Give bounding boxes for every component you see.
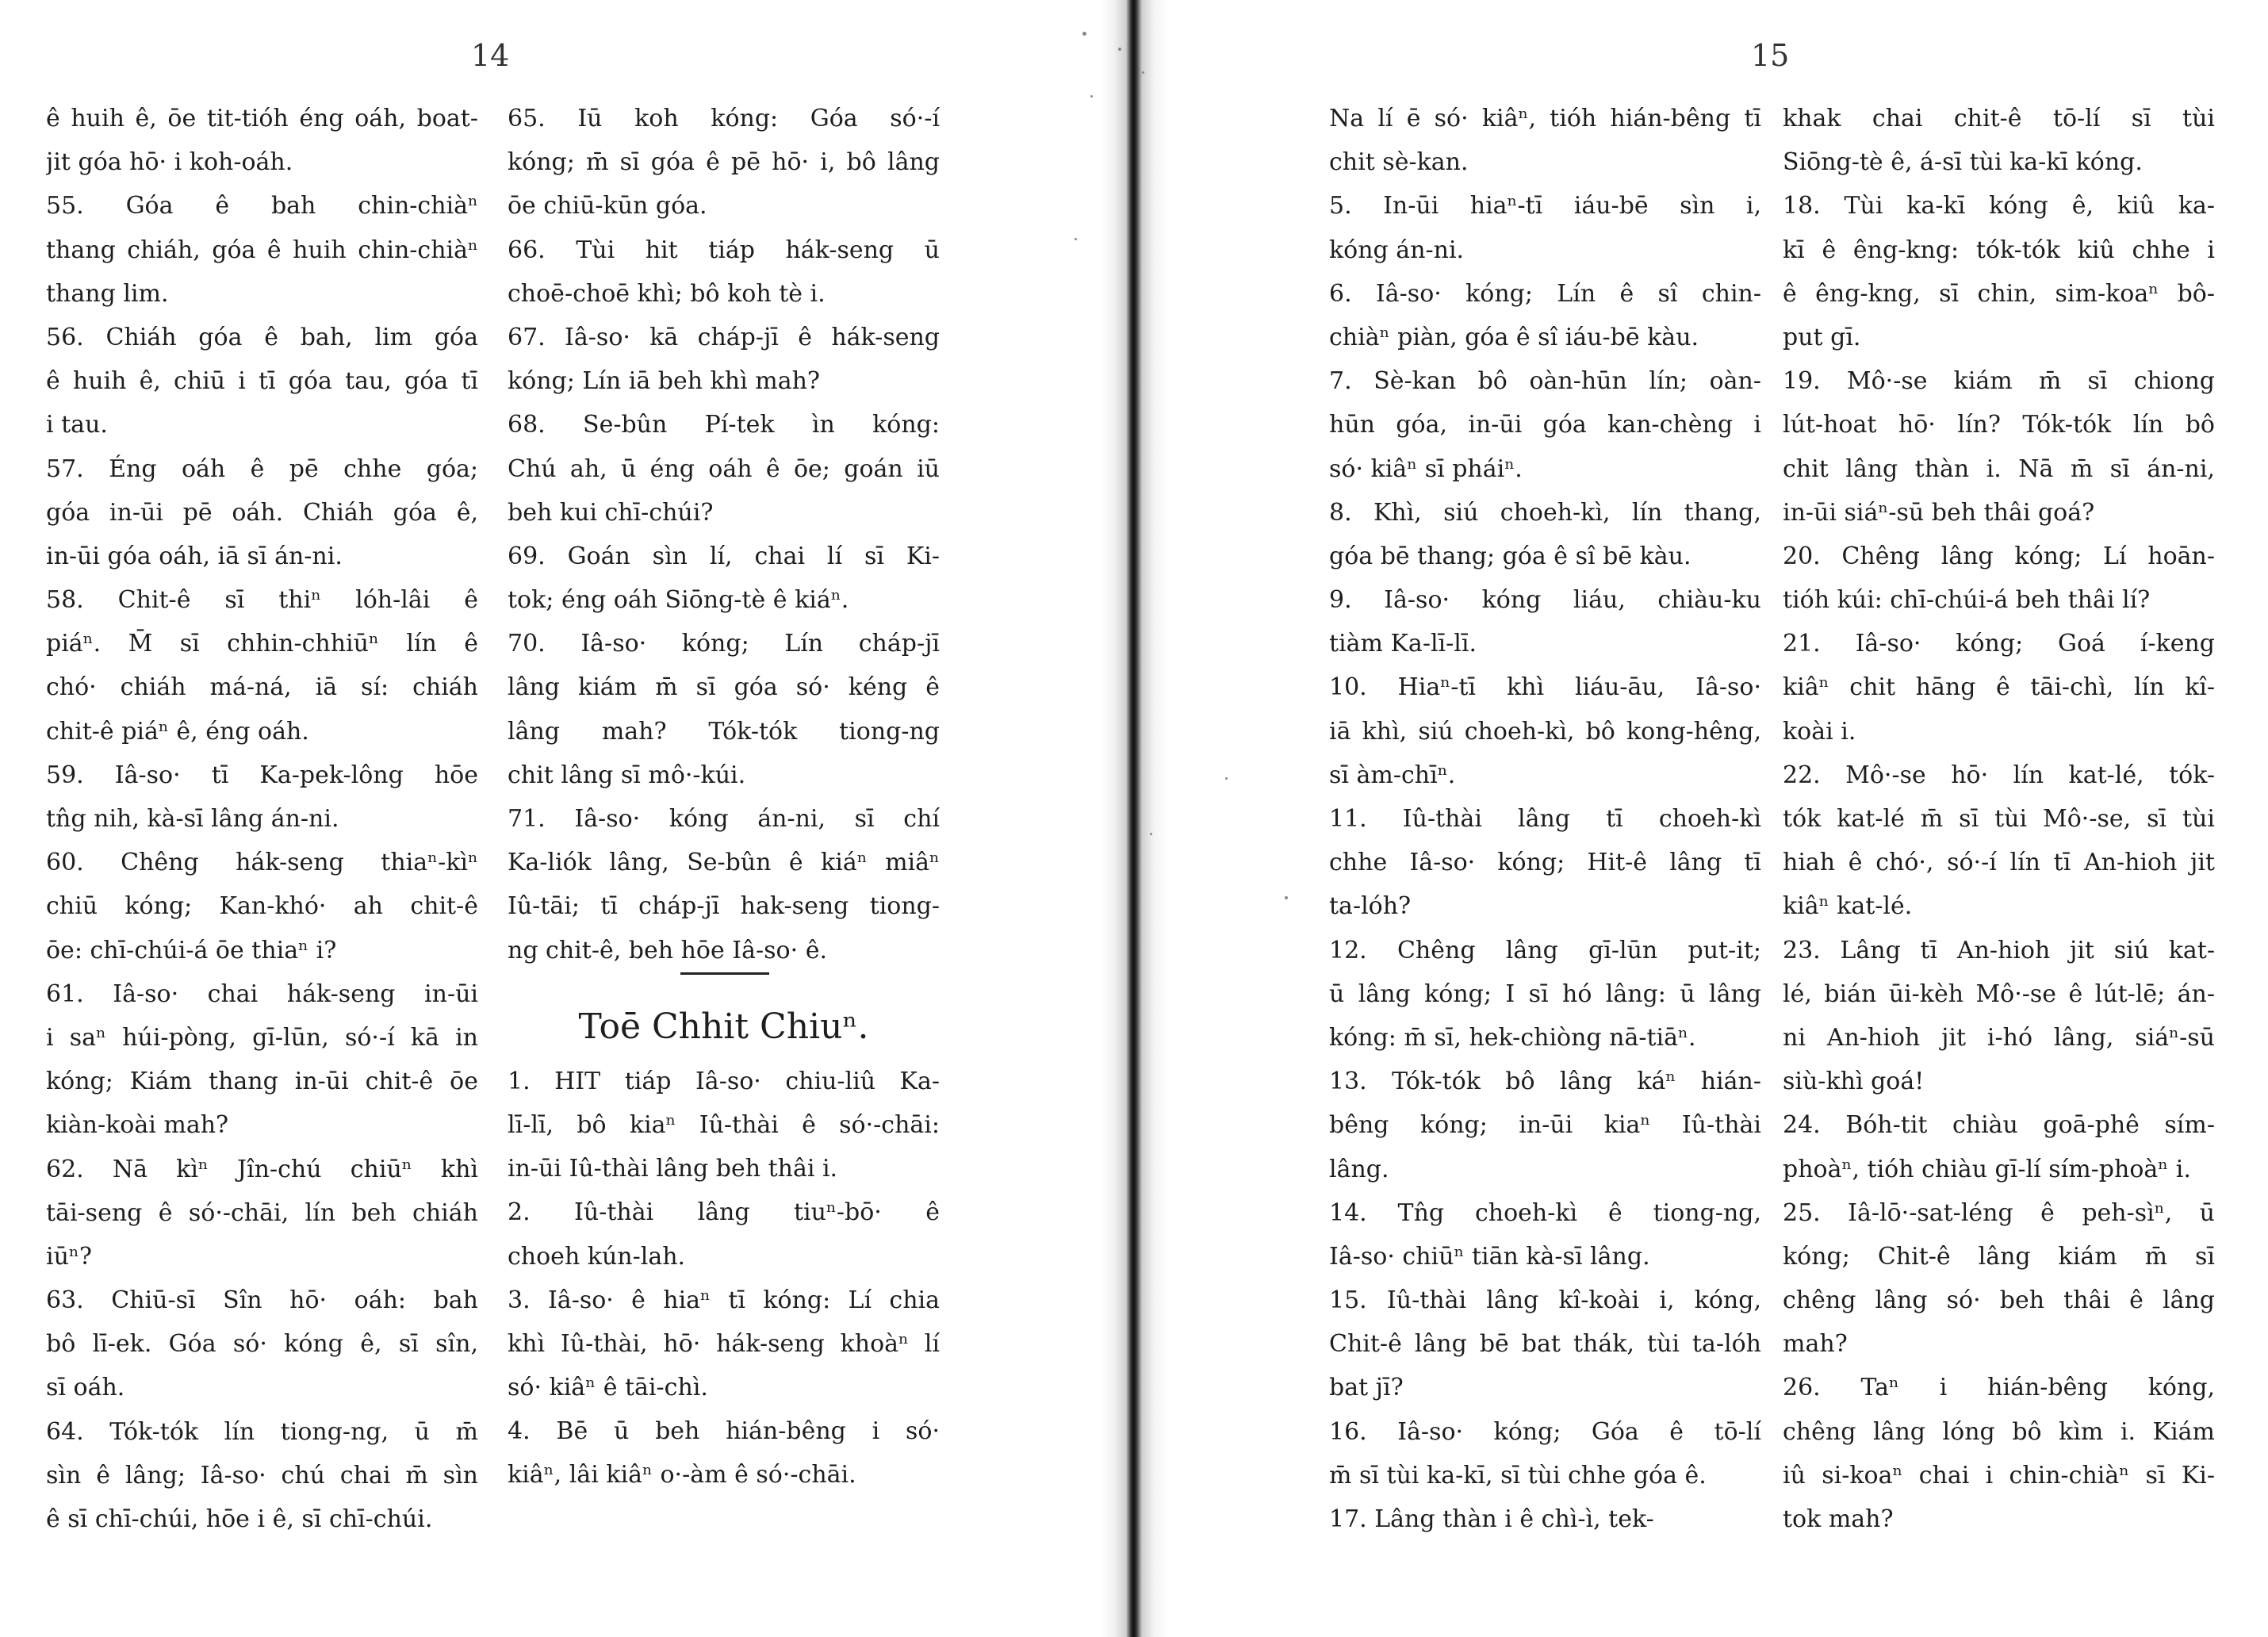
column-b-chapter-line: 1. HIT tiáp Iâ-so· chiu-liû Ka- — [508, 1067, 940, 1095]
column-d-line: tók kat-lé m̄ sī tùi Mô·-se, sī tùi — [1783, 805, 2215, 833]
scan-speck — [1150, 833, 1152, 835]
page-number-right: 15 — [1751, 38, 1790, 73]
column-c-line: só· kiâⁿ sī pháiⁿ. — [1329, 454, 1523, 483]
column-c-line: chiàⁿ piàn, góa ê sî iáu-bē kàu. — [1329, 323, 1699, 351]
column-a-line: kóng; Kiám thang in-ūi chit-ê ōe — [46, 1068, 478, 1096]
column-d-line: khak chai chit-ê tō-lí sī tùi — [1783, 105, 2215, 132]
column-d-line: lút-hoat hō· lín? Tók-tók lín bô — [1783, 411, 2215, 439]
chapter-heading-text: Toē Chhit Chiuⁿ. — [578, 1006, 869, 1047]
column-b-line: lâng kiám m̄ sī góa só· kéng ê — [508, 673, 940, 702]
column-a-line: ê huih ê, ōe tit-tióh éng oáh, boat- — [46, 105, 478, 132]
column-a-line: 59. Iâ-so· tī Ka-pek-lông hōe — [46, 761, 478, 789]
column-d-line: 25. Iâ-lō·-sat-léng ê peh-sìⁿ, ū — [1783, 1198, 2215, 1227]
column-b-line: Ka-liók lâng, Se-bûn ê kiáⁿ miâⁿ — [508, 849, 940, 877]
column-d-line: kiâⁿ chit hāng ê tāi-chì, lín kî- — [1783, 673, 2215, 702]
column-c-line: 5. In-ūi hiaⁿ-tī iáu-bē sìn i, — [1329, 192, 1761, 220]
column-a-line: góa in-ūi pē oáh. Chiáh góa ê, — [46, 498, 478, 527]
column-c-line: 9. Iâ-so· kóng liáu, chiàu-ku — [1329, 586, 1761, 615]
right-page — [1158, 0, 2268, 1637]
column-d-line: hiah ê chó·, só·-í lín tī An-hioh jit — [1783, 849, 2215, 877]
column-c-line: kóng án-ni. — [1329, 236, 1465, 264]
chapter-heading — [508, 972, 940, 1060]
column-a-line: 56. Chiáh góa ê bah, lim góa — [46, 323, 478, 351]
column-a-line: 62. Nā kìⁿ Jîn-chú chiūⁿ khì — [46, 1155, 478, 1183]
column-a-line: kiàn-koài mah? — [46, 1111, 229, 1140]
column-c-line: lâng. — [1329, 1155, 1389, 1183]
column-a-line: thang lim. — [46, 279, 169, 308]
column-d-line: chit lâng thàn i. Nā m̄ sī án-ni, — [1783, 454, 2215, 483]
column-b-chapter-line: kiâⁿ, lâi kiâⁿ o·-àm ê só·-chāi. — [508, 1461, 856, 1489]
column-c-line: ū lâng kóng; I sī hó lâng: ū lâng — [1329, 980, 1761, 1008]
column-a-line: ê huih ê, chiū i tī góa tau, góa tī — [46, 367, 478, 396]
column-b-line: 67. Iâ-so· kā cháp-jī ê hák-seng — [508, 323, 940, 351]
column-d-line: 18. Tùi ka-kī kóng ê, kiû ka- — [1783, 192, 2215, 220]
column-b-line: 66. Tùi hit tiáp hák-seng ū — [508, 236, 940, 264]
column-b-chapter-line: 4. Bē ū beh hián-bêng i só· — [508, 1417, 940, 1446]
column-d-line: 21. Iâ-so· kóng; Goá í-keng — [1783, 630, 2215, 658]
column-d-line: in-ūi siáⁿ-sū beh thâi goá? — [1783, 498, 2095, 527]
column-d-line: iû si-koaⁿ chai i chin-chiàⁿ sī Ki- — [1783, 1461, 2215, 1489]
column-d-line: 26. Taⁿ i hián-bêng kóng, — [1783, 1374, 2215, 1402]
column-d-line: 22. Mô·-se hō· lín kat-lé, tók- — [1783, 761, 2215, 789]
column-d-line: tióh kúi: chī-chúi-á beh thâi lí? — [1783, 586, 2151, 615]
column-b-chapter-line: só· kiâⁿ ê tāi-chì. — [508, 1374, 708, 1402]
column-a-line: piáⁿ. M̄ sī chhin-chhiūⁿ lín ê — [46, 630, 478, 658]
column-d-line: ê êng-kng, sī chin, sim-koaⁿ bô- — [1783, 279, 2215, 308]
column-b-line: lâng mah? Tók-tók tiong-ng — [508, 717, 940, 746]
column-c-line: Na lí ē só· kiâⁿ, tióh hián-bêng tī — [1329, 105, 1761, 132]
column-a-line: chiū kóng; Kan-khó· ah chit-ê — [46, 892, 478, 921]
column-d-line: chêng lâng só· beh thâi ê lâng — [1783, 1286, 2215, 1315]
column-d-line: chêng lâng lóng bô kìm i. Kiám — [1783, 1417, 2215, 1446]
scan-speck — [1225, 777, 1228, 780]
page-number-left: 14 — [471, 38, 510, 73]
scan-speck — [1082, 32, 1086, 36]
column-b-line: 69. Goán sìn lí, chai lí sī Ki- — [508, 542, 940, 570]
column-c-line: Iâ-so· chiūⁿ tiān kà-sī lâng. — [1329, 1242, 1650, 1271]
column-b-line: ōe chiū-kūn góa. — [508, 192, 707, 220]
column-c-line: 10. Hiaⁿ-tī khì liáu-āu, Iâ-so· — [1329, 673, 1761, 702]
column-a-line: 61. Iâ-so· chai hák-seng in-ūi — [46, 980, 478, 1008]
column-d-line: kiâⁿ kat-lé. — [1783, 892, 1913, 921]
column-a-line: tāi-seng ê só·-chāi, lín beh chiáh — [46, 1198, 478, 1227]
scan-speck — [1118, 48, 1121, 51]
column-d-line: ni An-hioh jit i-hó lâng, siáⁿ-sū — [1783, 1023, 2215, 1052]
column-d-line: mah? — [1783, 1330, 1848, 1359]
column-d-line: phoàⁿ, tióh chiàu gī-lí sím-phoàⁿ i. — [1783, 1155, 2191, 1183]
column-b-line: Chú ah, ū éng oáh ê ōe; goán iū — [508, 454, 940, 483]
column-d-line: kī ê êng-kng: tók-tók kiû chhe i — [1783, 236, 2215, 264]
column-b-line: beh kui chī-chúi? — [508, 498, 714, 527]
column-c-line: 17. Lâng thàn i ê chì-ì, tek- — [1329, 1505, 1654, 1533]
column-b-line: 65. Iū koh kóng: Góa só·-í — [508, 105, 940, 132]
column-c-line: sī àm-chīⁿ. — [1329, 761, 1456, 789]
column-c-line: tiàm Ka-lī-lī. — [1329, 630, 1477, 658]
column-b-chapter-line: khì Iû-thài, hō· hák-seng khoàⁿ lí — [508, 1329, 940, 1358]
column-a-line: 55. Góa ê bah chin-chiàⁿ — [46, 192, 478, 220]
column-a-line: ōe: chī-chúi-á ōe thiaⁿ i? — [46, 936, 337, 964]
scan-speck — [1090, 95, 1093, 98]
column-a-line: 64. Tók-tók lín tiong-ng, ū m̄ — [46, 1417, 478, 1446]
column-a-line: sìn ê lâng; Iâ-so· chú chai m̄ sìn — [46, 1461, 478, 1489]
column-d-line: lé, bián ūi-kèh Mô·-se ê lút-lē; án- — [1783, 980, 2215, 1008]
column-b-line: ng chit-ê, beh hōe Iâ-so· ê. — [508, 936, 827, 964]
column-a-line: thang chiáh, góa ê huih chin-chiàⁿ — [46, 236, 478, 264]
text-column-left-a — [46, 97, 478, 1541]
column-c-line: 15. Iû-thài lâng kî-koài i, kóng, — [1329, 1286, 1761, 1315]
column-b-line: kóng; m̄ sī góa ê pē hō· i, bô lâng — [508, 148, 940, 177]
text-column-right-c — [1329, 97, 1761, 1541]
column-c-line: iā khì, siú choeh-kì, bô kong-hêng, — [1329, 717, 1761, 746]
column-a-line: 58. Chit-ê sī thiⁿ lóh-lâi ê — [46, 586, 478, 615]
column-a-line: i saⁿ húi-pòng, gī-lūn, só·-í kā in — [46, 1023, 478, 1052]
column-c-line: m̄ sī tùi ka-kī, sī tùi chhe góa ê. — [1329, 1461, 1707, 1489]
scan-speck — [1075, 238, 1077, 240]
column-b-line: chit lâng sī mô·-kúi. — [508, 761, 746, 789]
column-a-line: jit góa hō· i koh-oáh. — [46, 148, 293, 177]
column-a-line: in-ūi góa oáh, iā sī án-ni. — [46, 542, 343, 570]
column-b-line: kóng; Lín iā beh khì mah? — [508, 367, 820, 396]
column-a-line: 63. Chiū-sī Sîn hō· oáh: bah — [46, 1286, 478, 1315]
column-b-line: 68. Se-bûn Pí-tek ìn kóng: — [508, 411, 940, 439]
column-a-line: 57. Éng oáh ê pē chhe góa; — [46, 454, 478, 483]
column-b-line: 71. Iâ-so· kóng án-ni, sī chí — [508, 805, 940, 833]
scan-speck — [1285, 896, 1288, 899]
column-a-line: i tau. — [46, 411, 108, 439]
column-a-line: chó· chiáh má-ná, iā sí: chiáh — [46, 673, 478, 702]
column-c-line: 13. Tók-tók bô lâng káⁿ hián- — [1329, 1068, 1761, 1096]
column-c-line: ta-lóh? — [1329, 892, 1412, 921]
column-a-line: iūⁿ? — [46, 1242, 92, 1271]
column-c-line: 6. Iâ-so· kóng; Lín ê sî chin- — [1329, 279, 1761, 308]
column-c-line: 7. Sè-kan bô oàn-hūn lín; oàn- — [1329, 367, 1761, 396]
column-c-line: kóng: m̄ sī, hek-chiòng nā-tiāⁿ. — [1329, 1023, 1696, 1052]
column-c-line: 8. Khì, siú choeh-kì, lín thang, — [1329, 498, 1761, 527]
column-d-line: kóng; Chit-ê lâng kiám m̄ sī — [1783, 1242, 2215, 1271]
column-b-line: tok; éng oáh Siōng-tè ê kiáⁿ. — [508, 586, 849, 615]
column-c-line: 16. Iâ-so· kóng; Góa ê tō-lí — [1329, 1417, 1761, 1446]
left-page — [0, 0, 1110, 1637]
column-c-line: chhe Iâ-so· kóng; Hit-ê lâng tī — [1329, 849, 1761, 877]
column-c-line: bêng kóng; in-ūi kiaⁿ Iû-thài — [1329, 1111, 1761, 1140]
column-b-line: choē-choē khì; bô koh tè i. — [508, 279, 826, 308]
column-d-line: koài i. — [1783, 717, 1856, 746]
column-a-line: ê sī chī-chúi, hōe i ê, sī chī-chúi. — [46, 1505, 433, 1533]
column-d-line: 19. Mô·-se kiám m̄ sī chiong — [1783, 367, 2215, 396]
column-a-line: tn̂g nih, kà-sī lâng án-ni. — [46, 805, 339, 833]
column-b-chapter-line: 2. Iû-thài lâng tiuⁿ-bō· ê — [508, 1198, 940, 1227]
column-a-line: chit-ê piáⁿ ê, éng oáh. — [46, 717, 309, 746]
column-d-line: Siōng-tè ê, á-sī tùi ka-kī kóng. — [1783, 148, 2143, 177]
column-c-line: hūn góa, in-ūi góa kan-chèng i — [1329, 411, 1761, 439]
column-b-chapter-line: 3. Iâ-so· ê hiaⁿ tī kóng: Lí chia — [508, 1286, 940, 1314]
column-a-line: sī oáh. — [46, 1374, 125, 1402]
column-a-line: 60. Chêng hák-seng thiaⁿ-kìⁿ — [46, 849, 478, 877]
column-c-line: bat jī? — [1329, 1374, 1404, 1402]
chapter-divider-rule — [680, 972, 769, 975]
scan-speck — [1142, 71, 1144, 74]
column-c-line: 14. Tn̂g choeh-kì ê tiong-ng, — [1329, 1198, 1761, 1227]
column-c-line: góa bē thang; góa ê sî bē kàu. — [1329, 542, 1691, 570]
column-d-line: tok mah? — [1783, 1505, 1894, 1533]
column-b-chapter-line: in-ūi Iû-thài lâng beh thâi i. — [508, 1155, 838, 1183]
column-c-line: Chit-ê lâng bē bat thák, tùi ta-lóh — [1329, 1330, 1761, 1359]
column-b-line: Iû-tāi; tī cháp-jī hak-seng tiong- — [508, 892, 940, 921]
column-d-line: put gī. — [1783, 323, 1861, 351]
column-d-line: 20. Chêng lâng kóng; Lí hoān- — [1783, 542, 2215, 570]
text-column-right-d — [1783, 97, 2215, 1541]
column-d-line: 23. Lâng tī An-hioh jit siú kat- — [1783, 936, 2215, 964]
column-a-line: bô lī-ek. Góa só· kóng ê, sī sîn, — [46, 1330, 478, 1359]
column-c-line: 12. Chêng lâng gī-lūn put-it; — [1329, 936, 1761, 964]
column-c-line: chit sè-kan. — [1329, 148, 1469, 177]
column-c-line: 11. Iû-thài lâng tī choeh-kì — [1329, 805, 1761, 833]
text-column-left-b — [508, 97, 940, 1497]
column-d-line: siù-khì goá! — [1783, 1068, 1925, 1096]
column-b-chapter-line: lī-lī, bô kiaⁿ Iû-thài ê só·-chāi: — [508, 1110, 940, 1139]
column-b-line: 70. Iâ-so· kóng; Lín cháp-jī — [508, 630, 940, 658]
column-d-line: 24. Bóh-tit chiàu goā-phê sím- — [1783, 1111, 2215, 1140]
column-b-chapter-line: choeh kún-lah. — [508, 1242, 686, 1271]
